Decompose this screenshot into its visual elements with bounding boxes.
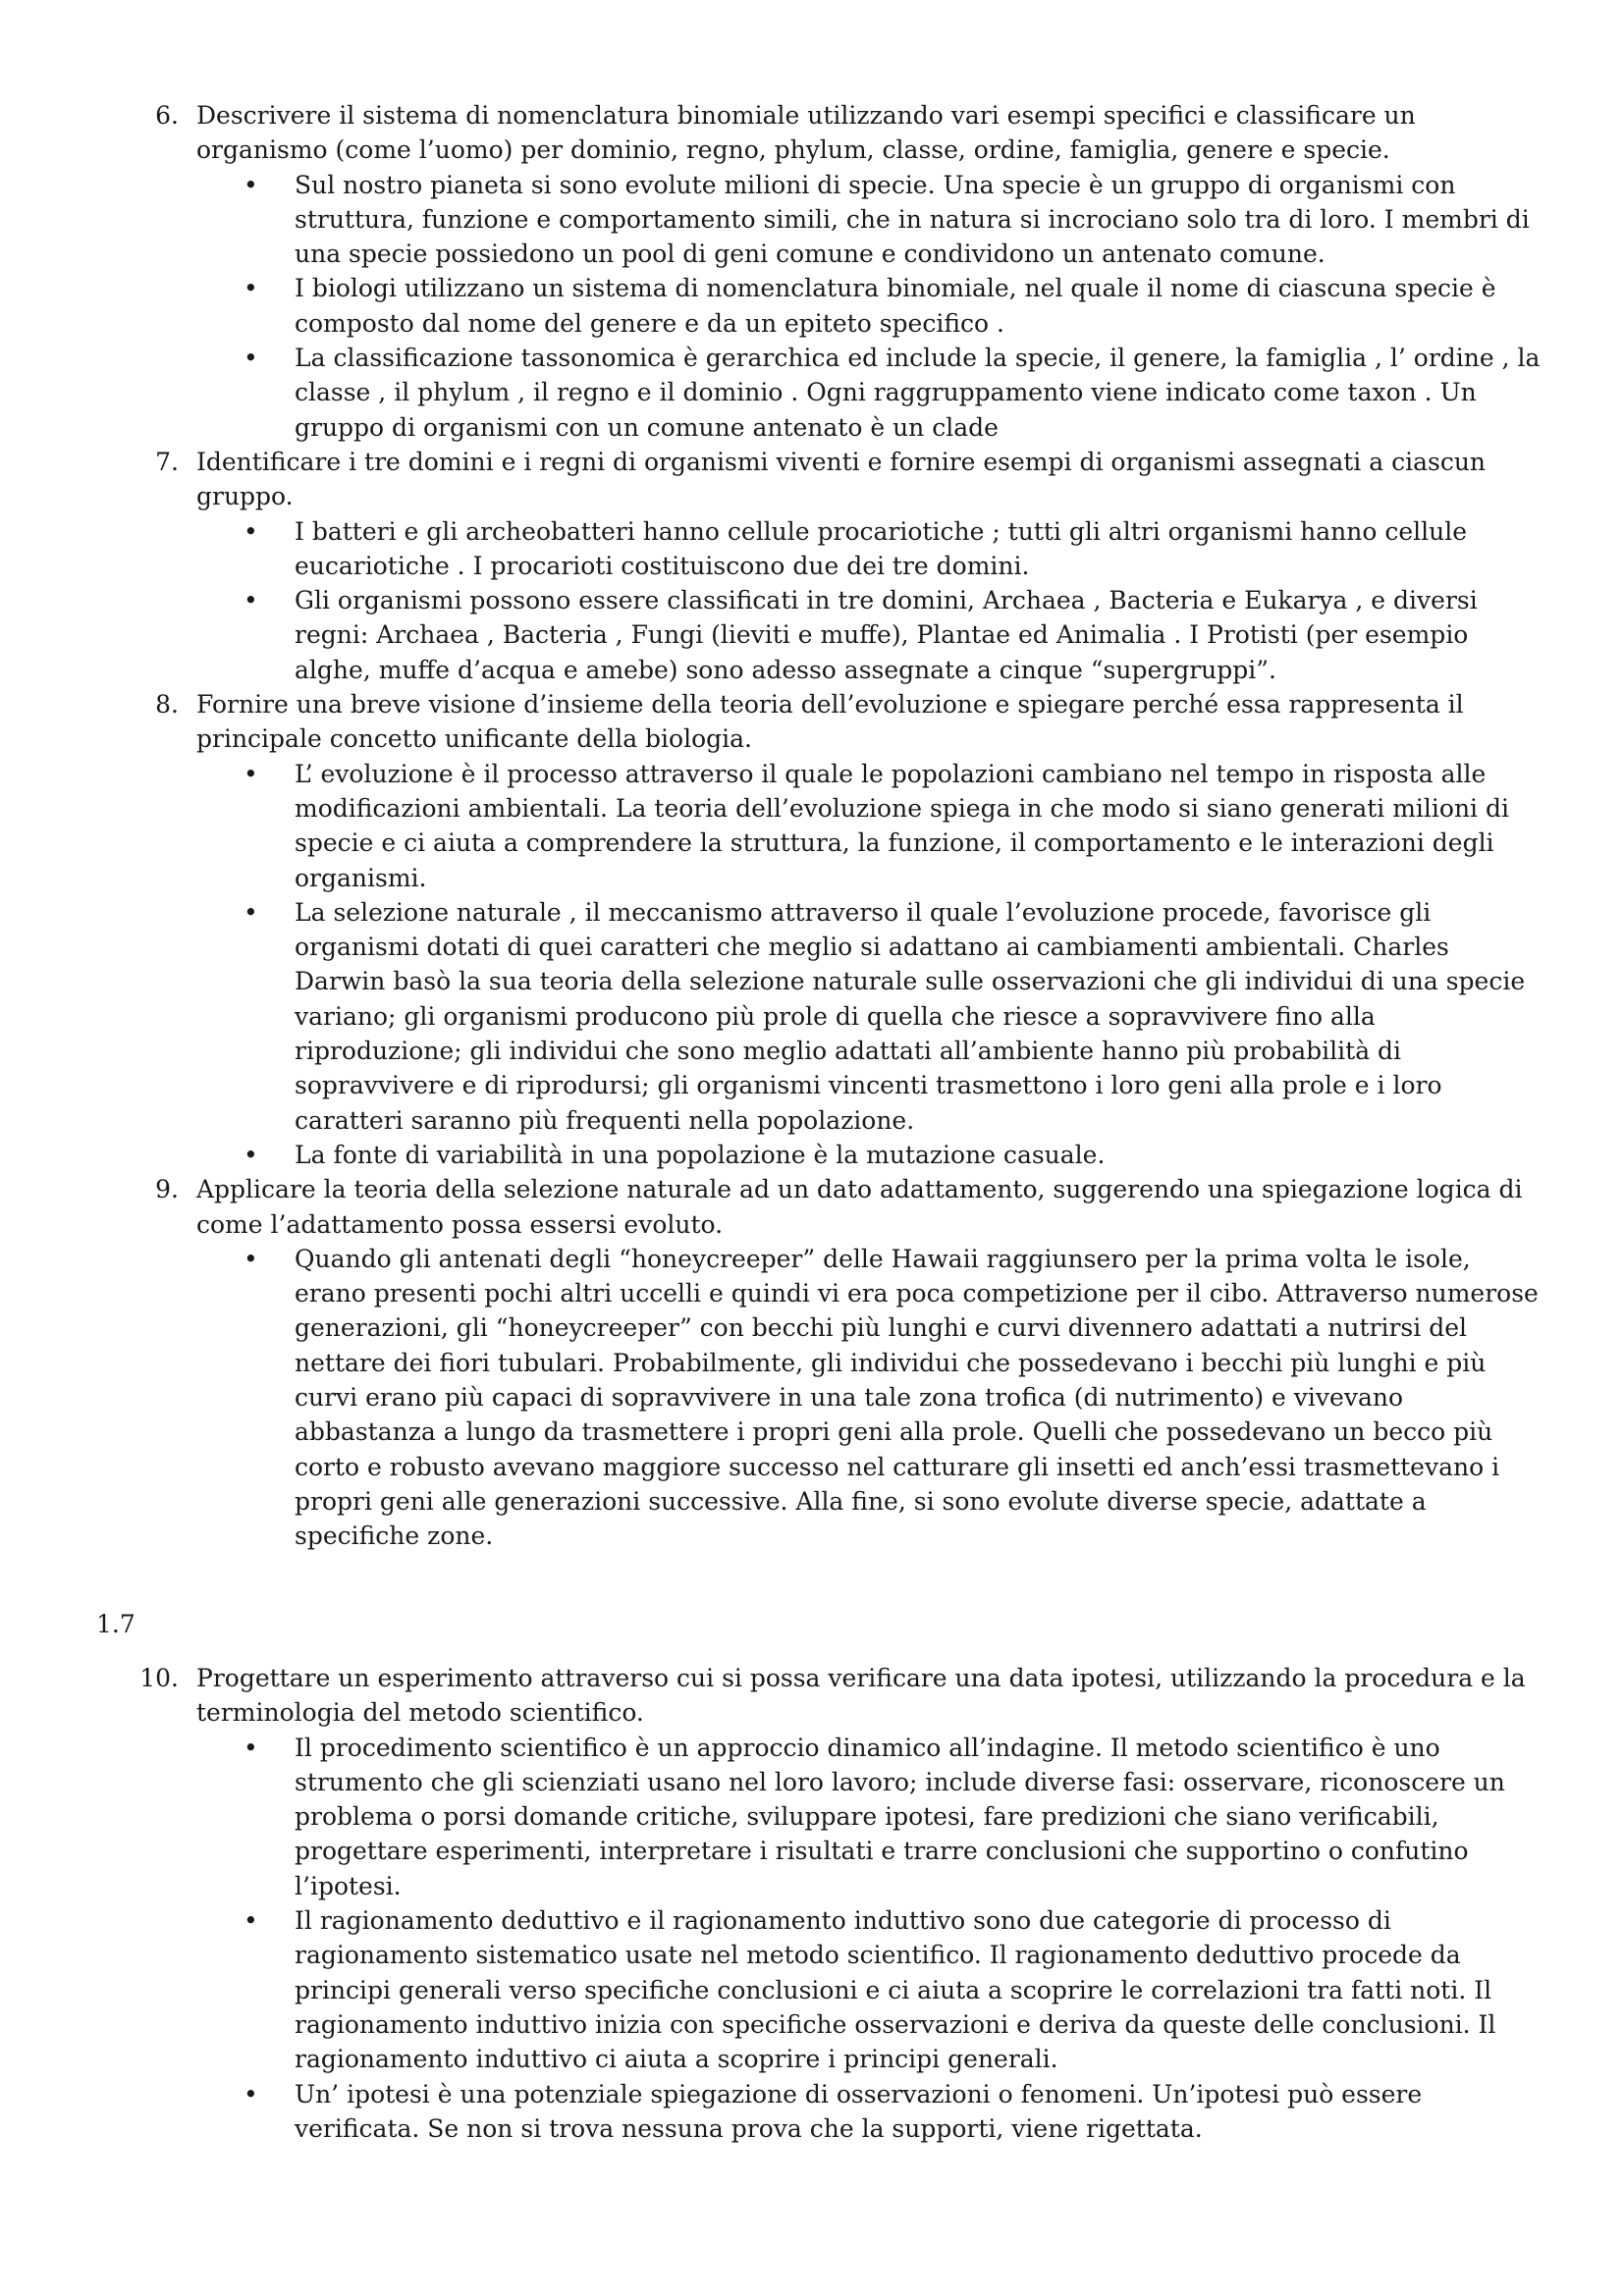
bullet-item [0, 168, 1546, 272]
bullet-icon: • [243, 170, 258, 199]
objective-heading [0, 1172, 1542, 1242]
bullet-list [0, 1731, 1623, 2147]
bullet-icon: • [243, 274, 258, 303]
bullet-item [0, 341, 1546, 445]
objective-text: Fornire una breve visione d’insieme della teoria dell’evoluzione e spiegare perché essa rappresenta il principale concetto unificante della biologia. [196, 690, 1464, 754]
objective-number: 7. [155, 447, 179, 476]
objective-number: 8. [155, 690, 179, 720]
bullet-list [0, 1242, 1623, 1554]
objectives-block-2 [0, 1661, 1623, 2146]
bullet-icon: • [243, 586, 258, 615]
bullet-icon: • [243, 2079, 258, 2109]
objective-heading [0, 1661, 1542, 1731]
bullet-text: Quando gli antenati degli “honeycreeper” delle Hawaii raggiunsero per la prima volta le isole, erano presenti pochi altri uccelli e quindi vi era poca competizione per il cibo. Attraverso numerose generazioni, gli “honeycreeper” con becchi più lunghi e curvi divennero adattati a nutrirsi del nettare dei fiori tubulari. Probabilmente, gli individui che possedevano i becchi più lunghi e più curvi erano più capaci di sopravvivere in una tale zona trofica (di nutrimento) e vivevano abbastanza a lungo da trasmettere i propri geni alla prole. Quelli che possedevano un becco più corto e robusto avevano maggiore successo nel catturare gli insetti ed anch’essi trasmettevano i propri geni alle generazioni successive. Alla fine, si sono evolute diverse specie, adattate a specifiche zone. [295, 1244, 1539, 1551]
objective-6 [0, 98, 1623, 445]
objective-heading [0, 98, 1542, 168]
bullet-item [0, 757, 1546, 895]
objective-text: Identificare i tre domini e i regni di organismi viventi e fornire esempi di organismi assegnati a ciascun gruppo. [196, 447, 1487, 511]
objective-8 [0, 687, 1623, 1172]
bullet-text: Gli organismi possono essere classificati in tre domini, Archaea , Bacteria e Eukarya , e diversi regni: Archaea , Bacteria , Fungi (lieviti e muffe), Plantae ed Animalia . I Protisti (per esempio alghe, muffe d’acqua e amebe) sono adesso assegnate a cinque “supergruppi”. [295, 586, 1478, 684]
bullet-text: La selezione naturale , il meccanismo attraverso il quale l’evoluzione procede, favorisce gli organismi dotati di quei caratteri che meglio si adattano ai cambiamenti ambientali. Charles Darwin basò la sua teoria della selezione naturale sulle osservazioni che gli individui di una specie variano; gli organismi producono più prole di quella che riesce a sopravvivere fino alla riproduzione; gli individui che sono meglio adattati all’ambiente hanno più probabilità di sopravvivere e di riprodursi; gli organismi vincenti trasmettono i loro geni alla prole e i loro caratteri saranno più frequenti nella popolazione. [295, 897, 1526, 1135]
objective-number: 6. [155, 101, 179, 130]
objective-heading [0, 687, 1542, 757]
bullet-text: La fonte di variabilità in una popolazione è la mutazione casuale. [295, 1140, 1106, 1169]
bullet-icon: • [243, 1906, 258, 1936]
bullet-icon: • [243, 759, 258, 788]
bullet-text: Un’ ipotesi è una potenziale spiegazione di osservazioni o fenomeni. Un’ipotesi può essere verificata. Se non si trova nessuna prova che la supporti, viene rigettata. [295, 2079, 1423, 2143]
section-number-label: 1.7 [96, 1610, 135, 1638]
bullet-item [0, 2077, 1546, 2147]
objective-7 [0, 445, 1623, 687]
bullet-list [0, 168, 1623, 445]
bullet-text: Sul nostro pianeta si sono evolute milioni di specie. Una specie è un gruppo di organismi con struttura, funzione e comportamento simili, che in natura si incrociano solo tra di loro. I membri di una specie possiedono un pool di geni comune e condividono un antenato comune. [295, 170, 1530, 269]
objective-9 [0, 1172, 1623, 1553]
bullet-item [0, 583, 1546, 687]
bullet-item [0, 895, 1546, 1138]
bullet-item [0, 1242, 1546, 1554]
bullet-item [0, 271, 1546, 341]
bullet-icon: • [243, 1244, 258, 1273]
bullet-text: Il procedimento scientifico è un approccio dinamico all’indagine. Il metodo scientifico è uno strumento che gli scienziati usano nel loro lavoro; include diverse fasi: osservare, riconoscere un problema o porsi domande critiche, sviluppare ipotesi, fare predizioni che siano verificabili, progettare esperimenti, interpretare i risultati e trarre conclusioni che supportino o confutino l’ipotesi. [295, 1733, 1505, 1900]
bullet-text: I biologi utilizzano un sistema di nomenclatura binomiale, nel quale il nome di ciascuna specie è composto dal nome del genere e da un epiteto specifico . [295, 274, 1496, 338]
bullet-item [0, 1903, 1546, 2076]
bullet-icon: • [243, 897, 258, 927]
objective-number: 9. [155, 1175, 179, 1204]
bullet-icon: • [243, 1140, 258, 1169]
objective-10 [0, 1661, 1623, 2146]
bullet-item [0, 514, 1546, 584]
objective-heading [0, 445, 1542, 514]
bullet-text: La classificazione tassonomica è gerarchica ed include la specie, il genere, la famiglia , l’ ordine , la classe , il phylum , il regno e il dominio . Ogni raggruppamento viene indicato come taxon . Un gruppo di organismi con un comune antenato è un clade [295, 344, 1541, 442]
bullet-icon: • [243, 1733, 258, 1762]
objective-text: Applicare la teoria della selezione naturale ad un dato adattamento, suggerendo una spiegazione logica di come l’adattamento possa essersi evoluto. [196, 1175, 1523, 1239]
bullet-list [0, 757, 1623, 1173]
bullet-item [0, 1731, 1546, 1903]
objective-text: Progettare un esperimento attraverso cui si possa verificare una data ipotesi, utilizzando la procedura e la terminologia del metodo scientifico. [196, 1664, 1526, 1728]
objectives-block-1 [0, 98, 1623, 1553]
bullet-text: I batteri e gli archeobatteri hanno cellule procariotiche ; tutti gli altri organismi hanno cellule eucariotiche . I procarioti costituiscono due dei tre domini. [295, 516, 1468, 580]
bullet-icon: • [243, 516, 258, 546]
bullet-list [0, 514, 1623, 687]
bullet-text: Il ragionamento deduttivo e il ragionamento induttivo sono due categorie di processo di ragionamento sistematico usate nel metodo scientifico. Il ragionamento deduttivo procede da principi generali verso specifiche conclusioni e ci aiuta a scoprire le correlazioni tra fatti noti. Il ragionamento induttivo inizia con specifiche osservazioni e deriva da queste delle conclusioni. Il ragionamento induttivo ci aiuta a scoprire i principi generali. [295, 1906, 1496, 2074]
objective-number: 10. [139, 1664, 179, 1692]
bullet-item [0, 1138, 1546, 1172]
bullet-text: L’ evoluzione è il processo attraverso il quale le popolazioni cambiano nel tempo in risposta alle modificazioni ambientali. La teoria dell’evoluzione spiega in che modo si siano generati milioni di specie e ci aiuta a comprendere la struttura, la funzione, il comportamento e le interazioni degli organismi. [295, 759, 1509, 892]
bullet-icon: • [243, 344, 258, 373]
objective-text: Descrivere il sistema di nomenclatura binomiale utilizzando vari esempi specifici e classificare un organismo (come l’uomo) per dominio, regno, phylum, classe, ordine, famiglia, genere e specie. [196, 101, 1416, 165]
